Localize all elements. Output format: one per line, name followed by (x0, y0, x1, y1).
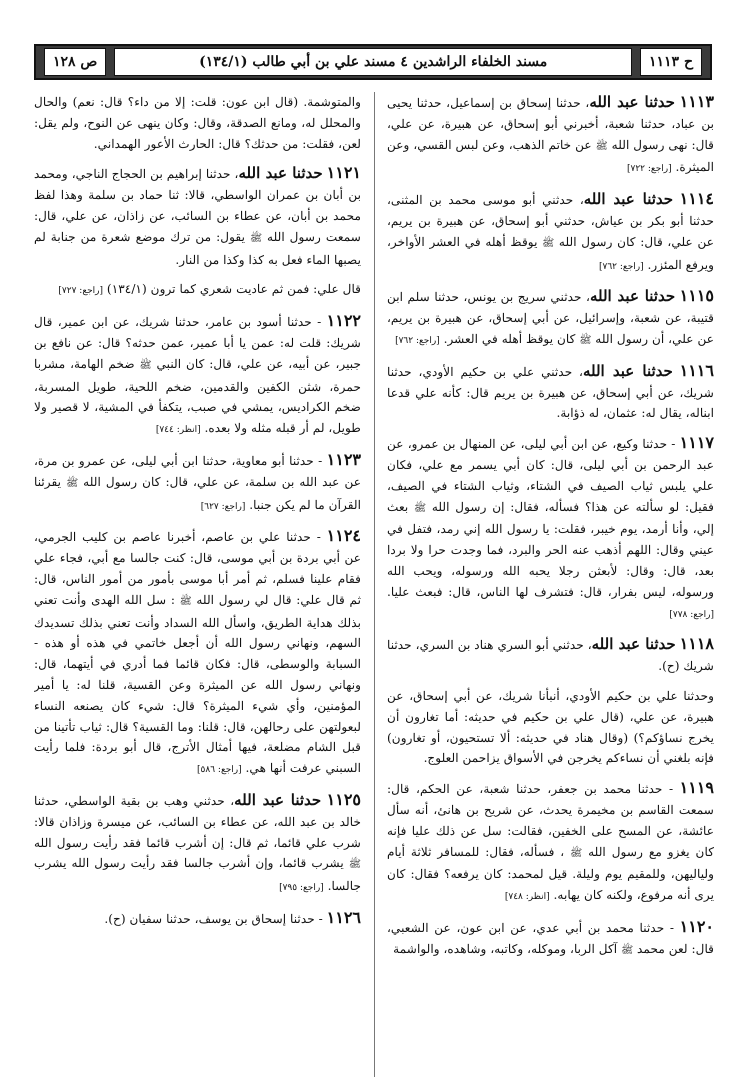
page-number-header: ص ١٢٨ (44, 48, 106, 76)
hadith-text-continued: عن خاتم الذهب، وعن لبس القسي، وعن الميثرة. (387, 137, 714, 175)
hadith-text-continued: كان يوقظ أهله في العشر. (443, 331, 576, 346)
hadith-text: - حدثنا محمد بن أبي عدي، عن ابن عون، عن الشعبي، قال: لعن محمد (387, 920, 714, 956)
hadith-number: ١١٢٦ (326, 907, 361, 927)
hadith-text-continued: يوقظ أهله في العشر الأواخر، ويرفع المئزر. (387, 234, 714, 272)
hadith-entry (387, 778, 714, 908)
hadith-text-continued: ، فسأله، فقال: للمسافر ثلاثة أيام ولياليهن، وللمقيم يوم وليلة. قيل لمحمد: كان يرفعه؟ فقال: كان يرى أنه مرفوع، ولكنه كان يهابه. (387, 844, 714, 903)
cross-reference: [راجع: ٧٦٢] (395, 335, 440, 346)
hadith-entry (387, 917, 714, 962)
column-divider (374, 92, 375, 1077)
hadith-text: - حدثنا أبو معاوية، حدثنا ابن أبي ليلى، عن عمرو بن مرة، عن عبد الله بن سلمة، عن علي، قال: كان رسول الله (34, 453, 361, 489)
hadith-entry (34, 92, 361, 154)
hadith-number: ١١٢١ (326, 163, 361, 183)
hadith-entry (387, 433, 714, 625)
salla-symbol: ﷺ (570, 847, 583, 859)
salla-symbol: ﷺ (595, 140, 608, 152)
hadith-number: ١١٢٥ (326, 789, 361, 809)
hadith-opening-label: حدثنا عبد الله (591, 635, 676, 654)
cross-reference: [راجع: ٧٧٨] (669, 609, 714, 620)
hadith-entry (387, 189, 714, 277)
hadith-number: ١١٢٢ (326, 311, 361, 331)
hadith-number: ١١١٧ (679, 433, 714, 453)
hadith-opening-label: حدثنا عبد الله (234, 790, 322, 809)
hadith-text: والمتوشمة. (قال ابن عون: قلت: إلا من داء؟ قال: نعم) والحال والمحلل له، ومانع الصدقة، وقال: وكان ينهى عن النوح، ولم يقل: لعن، فقلت: من حدثك؟ قال: الحارث الأعور الهمداني. (34, 95, 361, 151)
salla-symbol: ﷺ (139, 359, 152, 371)
hadith-number: ١١٢٤ (326, 526, 361, 546)
hadith-entry (34, 450, 361, 517)
hadith-text: - حدثنا وكيع، عن ابن أبي ليلى، عن المنهال بن عمرو، عن عبد الرحمن بن أبي ليلى، قال: كان أبي يسمر مع علي، فكان علي يلبس ثياب الصيف في الشتاء، وثياب الشتاء في الصيف، فقيل: لو سألته عن هذا؟ فسأله، فقال: إن رسول الله (387, 437, 714, 514)
hadith-text: وحدثنا علي بن حكيم الأودي، أنبأنا شريك، عن أبي إسحاق، عن هبيرة، عن علي، (قال علي بن حكيم في حديثه: أما تغارون أن يخرج نساؤكم؟) (وقال هناد في حديثه: ألا تستحيون، أو تغارون) فإنه بلغني أن نساءكم يخرجن في الأسواق يزاحمن العلوج. (387, 688, 714, 766)
hadith-entry (387, 92, 714, 180)
hadith-number: ١١١٩ (679, 778, 714, 798)
hadith-number: ١١١٥ (679, 286, 714, 306)
hadith-number: ١١١٤ (679, 189, 714, 209)
salla-symbol: ﷺ (348, 859, 361, 871)
cross-reference: [راجع: ٦٢٧] (200, 501, 246, 512)
salla-symbol: ﷺ (542, 237, 555, 249)
cross-reference: [راجع: ٥٨٦] (197, 765, 242, 776)
hadith-number-header: ح ١١١٣ (640, 48, 702, 76)
book-title-header: مسند الخلفاء الراشدين ٤ مسند علي بن أبي طالب (١٣٤/١) (114, 48, 632, 76)
hadith-text: ، حدثني علي بن حكيم الأودي، حدثنا شريك، عن أبي إسحاق، عن هبيرة بن يريم قال: كأنه علي قدعا ابناله، يقال له: عثمان، له ذؤابة. (387, 364, 714, 421)
cross-reference: [انظر: ٧٤٤] (155, 425, 201, 436)
hadith-text-continued: يقرئنا القرآن ما لم يكن جنبا. (34, 474, 361, 512)
hadith-entry (34, 790, 361, 899)
hadith-text: قال علي: فمن ثم عاديت شعري كما ترون (١٣٤/١) (106, 282, 361, 297)
hadith-text: ، حدثنا إسحاق بن إسماعيل، حدثنا يحيى بن عباد، حدثنا شعبة، أخبرني أبو إسحاق، عن هبيرة، عن علي، قال: نهى رسول الله (387, 96, 714, 152)
hadith-text: - حدثنا علي بن عاصم، أخبرنا عاصم بن كليب الجرمي، عن أبي بردة بن أبي موسى، قال: كنت جالسا مع أبي، فجاء علي فقام علينا فسلم، ثم أمر أبا موسى بأمور من أمور الناس، قال: ثم قال علي: قال لي رسول الله (34, 530, 361, 607)
salla-symbol: ﷺ (249, 232, 263, 244)
hadith-text-continued: آكل الربا، وموكله، وكاتبه، وشاهده، والواشمة (393, 941, 618, 956)
cross-reference: [راجع: ٧٩٥] (279, 883, 324, 894)
hadith-number: ١١٢٣ (326, 449, 361, 469)
salla-symbol: ﷺ (413, 502, 427, 514)
salla-symbol: ﷺ (621, 944, 634, 956)
hadith-entry (34, 908, 361, 930)
hadith-entry (387, 634, 714, 677)
hadith-entry (387, 286, 714, 351)
hadith-text: ، حدثني وهب بن بقية الواسطي، حدثنا خالد بن عبد الله، عن عطاء بن السائب، عن ميسرة وزاذان قالا: شرب علي قائما، ثم قال: إن أشرب قائما فقد رأيت رسول الله (34, 793, 361, 850)
hadith-opening-label: حدثنا عبد الله (589, 93, 675, 111)
cross-reference: [راجع: ٧٢٢] (626, 164, 672, 175)
hadith-entry (387, 686, 714, 769)
hadith-text: ، حدثني أبو موسى محمد بن المثنى، حدثنا أبو بكر بن عياش، حدثني أبو إسحاق، عن هبيرة بن يريم، عن علي، قال: كان رسول الله (387, 193, 714, 249)
hadith-opening-label: حدثنا عبد الله (589, 287, 676, 306)
hadith-text-continued: يشرب قائما، وإن أشرب جالسا فقد رأيت رسول الله يشرب جالسا. (34, 856, 361, 894)
hadith-text: - حدثنا محمد بن جعفر، حدثنا شعبة، عن الحكم، قال: سمعت القاسم بن مخيمرة يحدث، عن شريح بن هانئ، أنه سأل عائشة، عن المسح على الخفين، فقالت: سل عن ذلك عليا فإنه كان يغزو مع رسول الله (387, 782, 714, 859)
hadith-text: - حدثنا إسحاق بن يوسف، حدثنا سفيان (ح). (104, 911, 323, 926)
hadith-text: ، حدثني سريج بن يونس، حدثنا سلم ابن قتيبة، عن شعبة، وإسرائيل، عن أبي إسحاق، عن هبيرة بن يريم، عن علي، أن رسول الله (387, 290, 714, 346)
hadith-text: ، حدثني أبو السري هناد بن السري، حدثنا شريك (ح). (387, 638, 714, 674)
hadith-text-continued: يقول: من ترك موضع شعرة من جنابة لم يصبها الماء فعل به كذا وكذا من النار. (34, 229, 361, 267)
hadith-number: ١١٢٠ (679, 916, 714, 936)
hadith-text-continued: : سل الله الهدى وأنت تعني بذلك هداية الطريق، واسأل الله السداد وأنت تعني بذلك تسديدك السهم، ونهاني رسول الله أن أجعل خاتمي في هذه أو هذه - السبابة والوسطى، قال: فكان قائما فما أدري في أيتهما، قال: ونهاني رسول الله عن الميثرة وعن القسية، قلنا له: يا أمير المؤمنين، وأي شيء الميثرة؟ قال: شيء كان يصنعه النساء لبعولتهن على رحالهن، قال: قلنا: وما القسية؟ قال: ثياب تأتينا من قبل الشام مضلعة، فيها أمثال الأترج، قال أبو بردة: فلما رأيت السبني عرفت أنها هي. (34, 592, 361, 776)
hadith-number: ١١١٣ (679, 92, 714, 111)
hadith-number: ١١١٦ (679, 360, 714, 380)
hadith-opening-label: حدثنا عبد الله (583, 190, 674, 209)
right-column (387, 92, 714, 1082)
cross-reference: [انظر: ٧٤٨] (504, 892, 550, 903)
hadith-text-continued: بعث إلي، وأنا أرمد، يوم خيبر، فقلت: يا رسول الله إني رمد، فتفل في عيني وقال: اللهم أذهب عنه الحر والبرد، فما وجدت حرا ولا بردا بعد، قال: وقال: لأبعثن رجلا يحبه الله ورسوله، ويحب الله ورسوله، ليس بفرار، قال: فتشرف لها الناس، قال: فبعث عليا. (387, 499, 714, 599)
hadith-number: ١١١٨ (679, 634, 714, 654)
hadith-opening-label: حدثنا عبد الله (238, 164, 323, 183)
salla-symbol: ﷺ (579, 334, 592, 346)
hadith-entry (34, 311, 361, 441)
salla-symbol: ﷺ (66, 477, 79, 489)
salla-symbol: ﷺ (179, 595, 192, 607)
hadith-entry (34, 163, 361, 270)
page-header (34, 44, 712, 80)
cross-reference: [راجع: ٧٢٧] (58, 286, 104, 297)
hadith-entry (387, 361, 714, 424)
hadith-entry (34, 279, 361, 302)
cross-reference: [راجع: ٧٦٢] (598, 261, 644, 272)
hadith-opening-label: حدثنا عبد الله (582, 361, 673, 380)
hadith-text-continued: ضخم الهامة، مشربا حمرة، شثن الكفين والقدمين، ضخم اللحية، طويل المسربة، ضخم الكراديس، يمشي في صبب، يتكفأ في المشية، لا قصير ولا طويل، لم أر قبله مثله ولا بعده. (34, 356, 361, 436)
left-column (34, 92, 361, 1082)
hadith-entry (34, 526, 361, 781)
hadith-text: ، حدثنا إبراهيم بن الحجاج الناجي، ومحمد بن أبان بن عمران الواسطي، قالا: ثنا حماد بن سلمة وهذا لفظ محمد بن أبان، عن عطاء بن السائب، عن زاذان، عن علي، قال: سمعت رسول الله (34, 167, 361, 244)
hadith-text: - حدثنا أسود بن عامر، حدثنا شريك، عن ابن عمير، قال شريك: قلت له: عمن يا أبا عمير، عمن حدثه؟ قال: عن نافع بن جبير، عن أبيه، عن علي، قال: كان النبي (34, 315, 361, 371)
